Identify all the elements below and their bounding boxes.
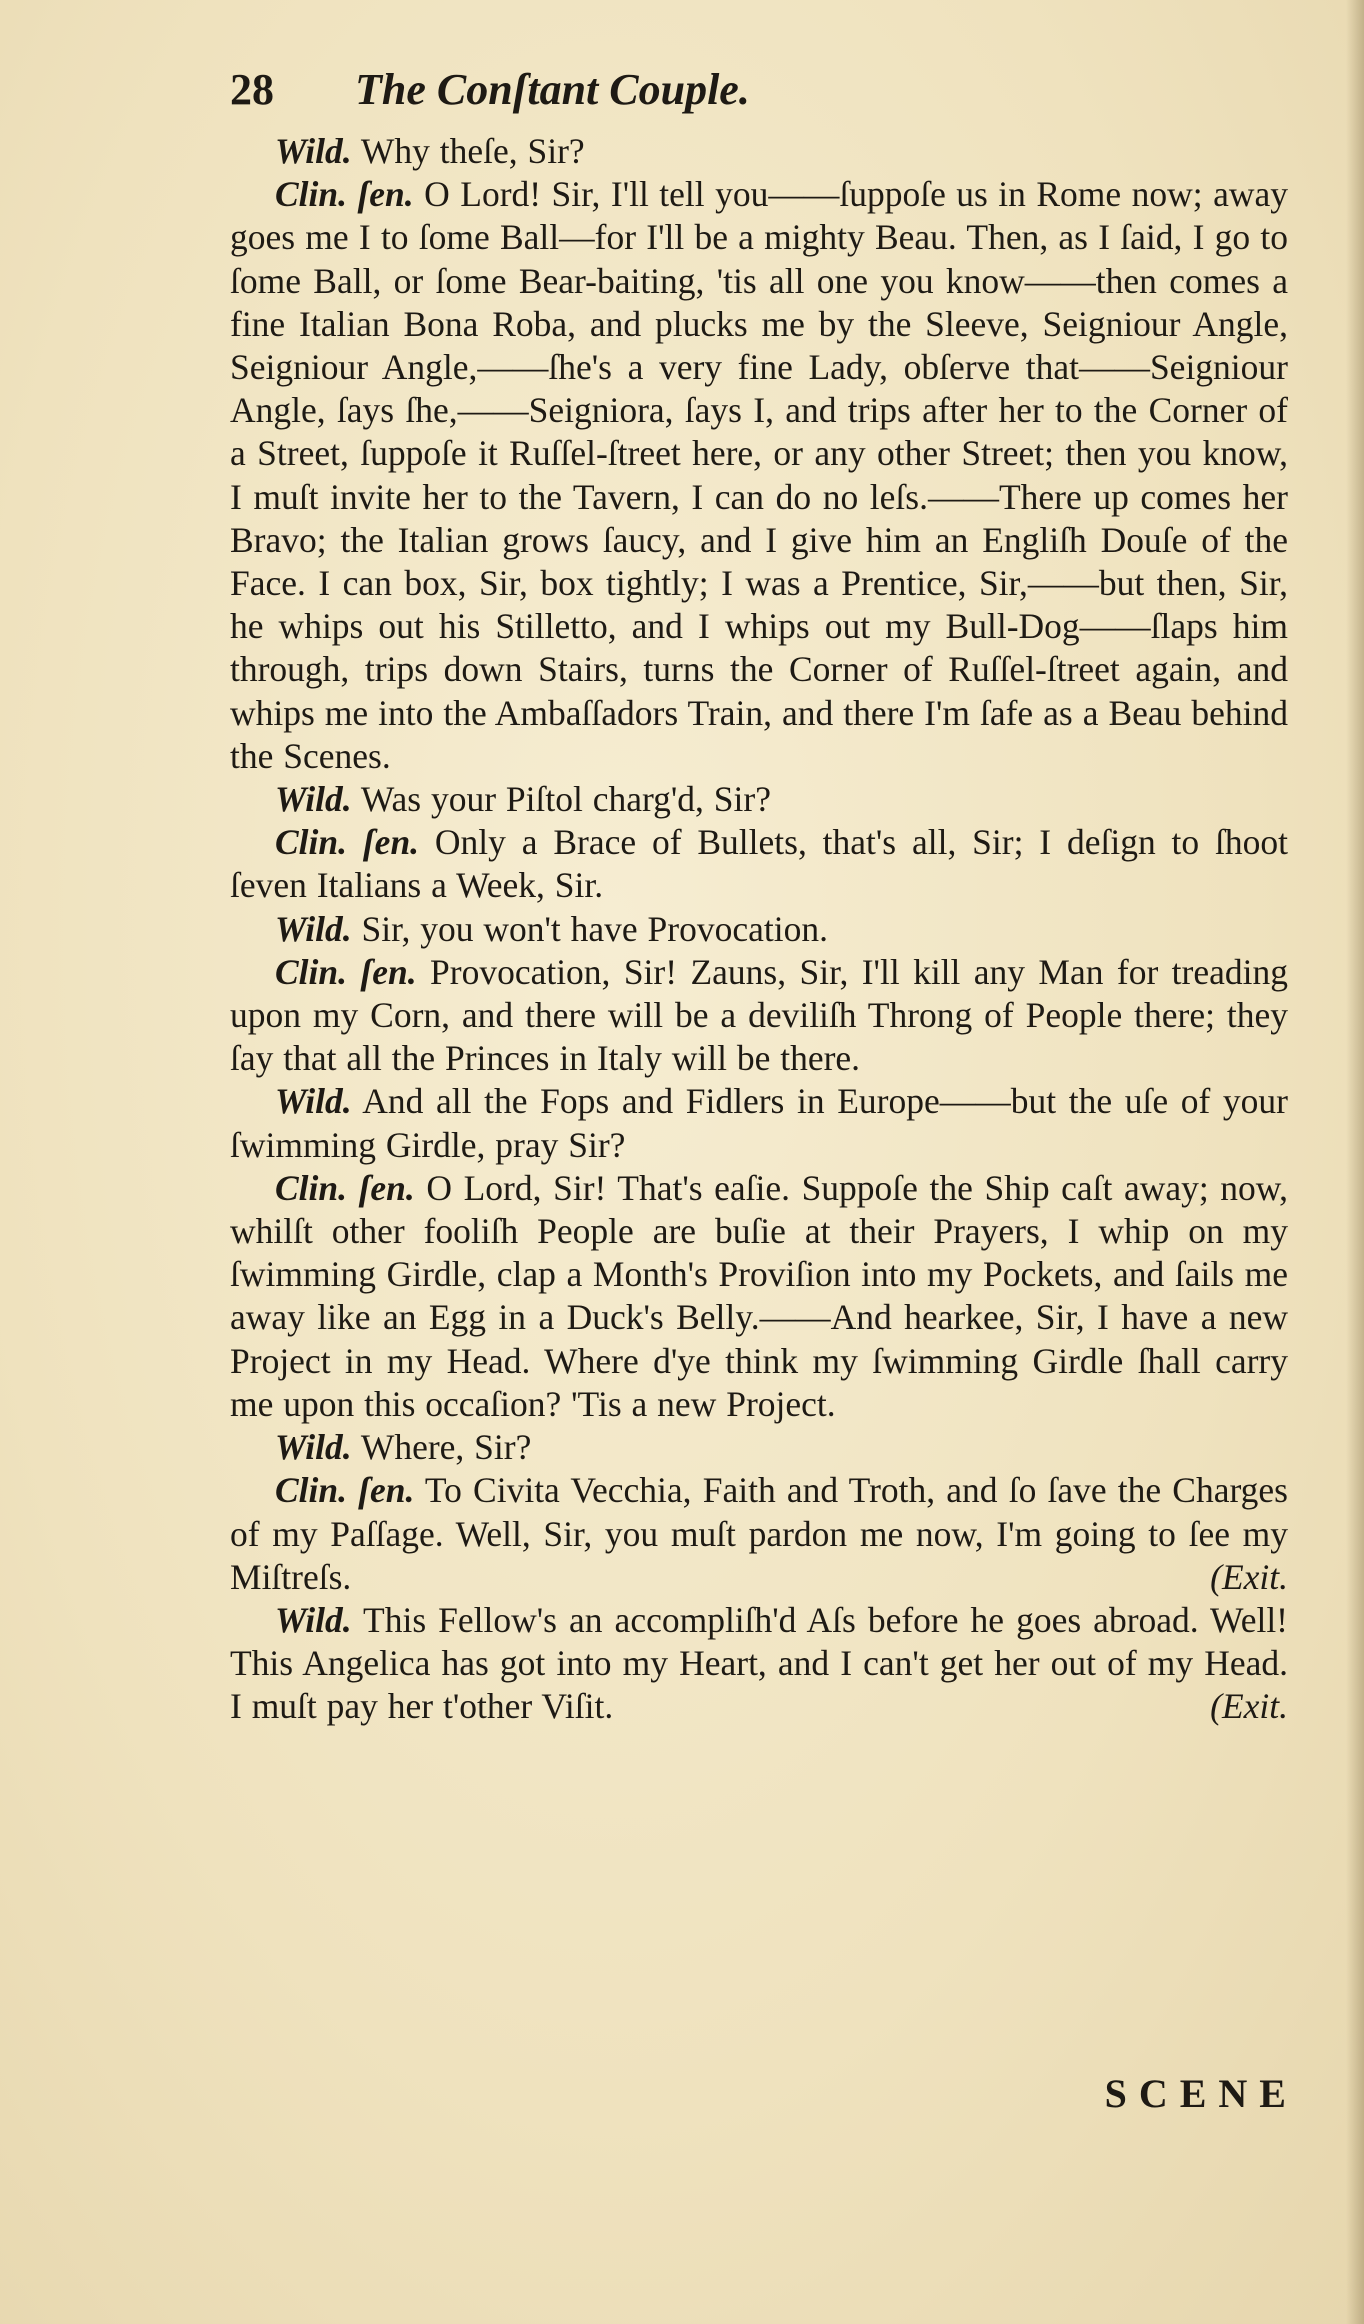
speech-text: Where, Sir? <box>360 1427 532 1468</box>
speaker-name: Wild. <box>275 1427 352 1468</box>
speaker-name: Wild. <box>275 779 352 820</box>
speaker-name: Wild. <box>275 131 352 171</box>
running-head: The Conſtant Couple. <box>355 65 750 114</box>
speaker-name: Clin. ſen. <box>275 951 417 992</box>
speech-3 <box>230 778 1288 821</box>
speaker-name: Wild. <box>275 1081 352 1122</box>
speech-1 <box>230 130 1288 173</box>
speech-9 <box>230 1426 1288 1469</box>
stage-direction-exit: (Exit. <box>1210 1686 1288 1727</box>
speech-2 <box>230 173 1288 778</box>
page-gutter-shadow <box>1346 0 1364 2324</box>
dialogue-text <box>230 130 1288 1729</box>
speech-text: Only a Brace of Bullets, that's all, Sir; I deſign to ſhoot ſeven Italians a Week, Sir. <box>230 822 1288 906</box>
speech-text: To Civita Vecchia, Faith and Troth, and ſo ſave the Charges of my Paſſage. Well, Sir, you muſt pardon me now, I'm going to ſee my Miſtreſs. <box>230 1470 1288 1597</box>
speech-4 <box>230 821 1288 907</box>
speaker-name: Clin. ſen. <box>275 822 420 863</box>
speaker-name: Clin. ſen. <box>275 174 414 215</box>
speech-text: Sir, you won't have Provocation. <box>361 908 828 949</box>
catchword: SCENE <box>1104 2071 1298 2116</box>
speech-text: This Fellow's an accompliſh'd Aſs before he goes abroad. Well! This Angelica has got into my Heart, and I can't get her out of my Head. I muſt pay her t'other Viſit. <box>230 1599 1289 1727</box>
speech-text: O Lord! Sir, I'll tell you——ſuppoſe us in Rome now; away goes me I to ſome Ball—for I'll be a mighty Beau. Then, as I ſaid, I go to ſome Ball, or ſome Bear-baiting, 'tis all one you know——then comes a fine Italian Bona Roba, and plucks me by the Sleeve, Seigniour Angle, Seigniour Angle,——ſhe's a very fine Lady, obſerve that——Seigniour Angle, ſays ſhe,——Seigniora, ſays I, and trips after her to the Corner of a Street, ſuppoſe it Ruſſel-ſtreet here, or any other Street; then you know, I muſt invite her to the Tavern, I can do no leſs.——There up comes her Bravo; the Italian grows ſaucy, and I give him an Engliſh Douſe of the Face. I can box, Sir, box tightly; I was a Prentice, Sir,——but then, Sir, he whips out his Stilletto, and I whips out my Bull-Dog——ſlaps him through, trips down Stairs, turns the Corner of Ruſſel-ſtreet again, and whips me into the Ambaſſadors Train, and there I'm ſafe as a Beau behind the Scenes. <box>230 174 1288 776</box>
speech-text: Why theſe, Sir? <box>360 131 585 171</box>
speech-text: And all the Fops and Fidlers in Europe——but the uſe of your ſwimming Girdle, pray Sir? <box>230 1081 1288 1165</box>
speaker-name: Wild. <box>275 1599 352 1640</box>
page-header <box>230 62 1010 118</box>
speaker-name: Clin. ſen. <box>275 1167 415 1208</box>
speaker-name: Wild. <box>275 908 352 949</box>
speech-text: Was your Piſtol charg'd, Sir? <box>360 779 771 820</box>
page-number: 28 <box>230 65 274 114</box>
speech-6 <box>230 951 1288 1081</box>
speech-11 <box>230 1599 1288 1729</box>
speech-7 <box>230 1080 1288 1166</box>
speaker-name: Clin. ſen. <box>275 1470 415 1511</box>
stage-direction-exit: (Exit. <box>1210 1556 1288 1597</box>
speech-10 <box>230 1469 1288 1599</box>
speech-5 <box>230 908 1288 951</box>
speech-8 <box>230 1167 1288 1426</box>
speech-text: O Lord, Sir! That's eaſie. Suppoſe the Ship caſt away; now, whilſt other fooliſh People are buſie at their Prayers, I whip on my ſwimming Girdle, clap a Month's Proviſion into my Pockets, and ſails me away like an Egg in a Duck's Belly.——And hearkee, Sir, I have a new Project in my Head. Where d'ye think my ſwimming Girdle ſhall carry me upon this occaſion? 'Tis a new Project. <box>230 1167 1289 1424</box>
speech-text: Provocation, Sir! Zauns, Sir, I'll kill any Man for treading upon my Corn, and there will be a deviliſh Throng of People there; they ſay that all the Princes in Italy will be there. <box>230 951 1288 1079</box>
